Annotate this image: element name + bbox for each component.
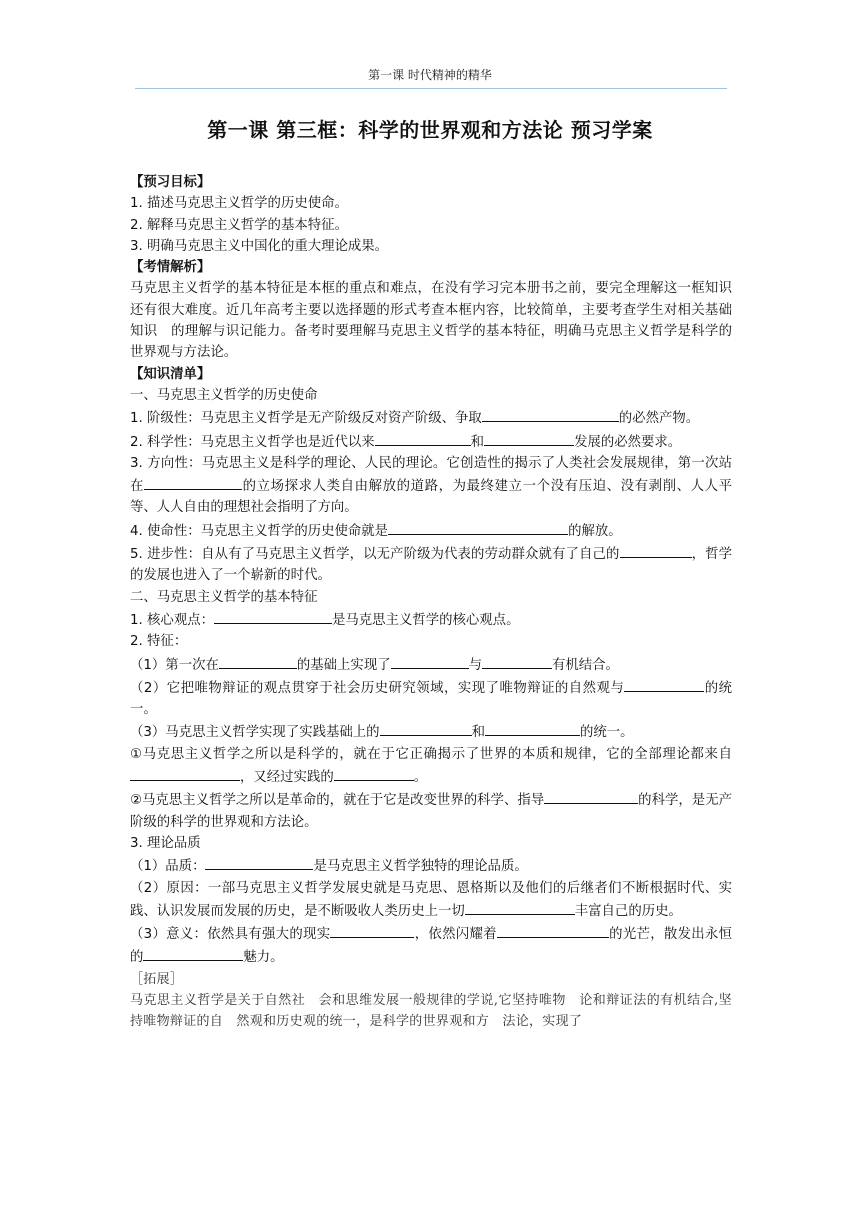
fill-blank[interactable] [205, 854, 313, 870]
fill-blank[interactable] [482, 406, 619, 422]
running-header: 第一课 时代精神的精华 [368, 68, 492, 82]
fill-blank[interactable] [544, 788, 638, 804]
fill-blank[interactable] [144, 474, 242, 490]
analysis-heading: 【考情解析】 [130, 260, 211, 276]
knowledge-item: 3. 理论品质 [130, 835, 201, 851]
knowledge-item: （1）第一次在 的基础上实现了 与 有机结合。 [130, 653, 732, 676]
knowledge-item: 1. 核心观点： 是马克思主义哲学的核心观点。 [130, 608, 732, 631]
fill-blank[interactable] [380, 720, 472, 736]
knowledge-item: 1. 阶级性：马克思主义哲学是无产阶级反对资产阶级、争取 的必然产物。 [130, 406, 732, 429]
knowledge-item: ②马克思主义哲学之所以是革命的，就在于它是改变世界的科学、指导 的科学，是无产阶级的科学的世界观和方法论。 [130, 788, 732, 833]
knowledge-item: 5. 进步性：自从有了马克思主义哲学，以无产阶级为代表的劳动群众就有了自己的 ，哲学的发展也进入了一个崭新的时代。 [130, 542, 732, 587]
goal-item: 3. 明确马克思主义中国化的重大理论成果。 [130, 238, 389, 254]
knowledge-heading: 【知识清单】 [130, 366, 211, 382]
knowledge-item: （3）意义：依然具有强大的现实 ，依然闪耀着 的光芒，散发出永恒的 魅力。 [130, 922, 732, 969]
knowledge-item: ①马克思主义哲学之所以是科学的，就在于它正确揭示了世界的本质和规律，它的全部理论都来自，又经过实践的 。 [130, 746, 732, 786]
goals-heading: 【预习目标】 [130, 175, 211, 190]
fill-blank[interactable] [465, 899, 575, 915]
knowledge-item: 4. 使命性：马克思主义哲学的历史使命就是 的解放。 [130, 519, 732, 542]
fill-blank[interactable] [375, 430, 471, 446]
knowledge-item: 2. 科学性：马克思主义哲学也是近代以来 和 发展的必然要求。 [130, 430, 732, 453]
extension-text: 马克思主义哲学是关于自然社 会和思维发展一般规律的学说,它坚持唯物 论和辩证法的有机结合,坚持唯物辩证的自 然观和历史观的统一，是科学的世界观和方 法论，实现了 [130, 992, 732, 1030]
fill-blank[interactable] [214, 608, 332, 624]
fill-blank[interactable] [485, 720, 580, 736]
section-title: 二、马克思主义哲学的基本特征 [130, 589, 318, 605]
header-rule [135, 88, 727, 89]
analysis-text: 马克思主义哲学的基本特征是本框的重点和难点，在没有学习完本册书之前，要完全理解这一框知识还有很大难度。近几年高考主要以选择题的形式考查本框内容，比较简单，主要考查学生对相关基础知识 的理解与识记能力。备考时要理解马克思主义哲学的基本特征，明确马克思主义哲学是科学的世界观与方法论。 [130, 281, 732, 361]
fill-blank[interactable] [334, 765, 414, 781]
fill-blank[interactable] [624, 676, 704, 692]
extension-label: ［拓展］ [130, 971, 184, 987]
knowledge-item: （2）原因：一部马克思主义哲学发展史就是马克思、恩格斯以及他们的后继者们不断根据时代、实践、认识发展而发展的历史，是不断吸收人类历史上一切 丰富自己的历史。 [130, 880, 732, 919]
knowledge-item: （1）品质： 是马克思主义哲学独特的理论品质。 [130, 854, 732, 877]
goal-item: 1. 描述马克思主义哲学的历史使命。 [130, 196, 348, 212]
fill-blank[interactable] [143, 945, 243, 961]
fill-blank[interactable] [130, 765, 240, 781]
goal-item: 2. 解释马克思主义哲学的基本特征。 [130, 217, 348, 233]
knowledge-item: （3）马克思主义哲学实现了实践基础上的 和 的统一。 [130, 720, 732, 743]
fill-blank[interactable] [620, 542, 692, 558]
fill-blank[interactable] [330, 922, 414, 938]
fill-blank[interactable] [482, 653, 552, 669]
fill-blank[interactable] [484, 430, 574, 446]
knowledge-item: （2）它把唯物辩证的观点贯穿于社会历史研究领域，实现了唯物辩证的自然观与 的统一。 [130, 676, 732, 721]
fill-blank[interactable] [497, 922, 609, 938]
section-title: 一、马克思主义哲学的历史使命 [130, 387, 318, 403]
fill-blank[interactable] [388, 519, 568, 535]
document-body [130, 172, 732, 1033]
knowledge-item: 2. 特征： [130, 634, 188, 650]
fill-blank[interactable] [219, 653, 297, 669]
page-title: 第一课 第三框：科学的世界观和方法论 预习学案 [207, 118, 653, 142]
knowledge-item: 3. 方向性：马克思主义是科学的理论、人民的理论。它创造性的揭示了人类社会发展规律，第一次站在 的立场探求人类自由解放的道路，为最终建立一个没有压迫、没有剥削、人人平等、人人自由的理想社会指明了方向。 [130, 455, 732, 516]
fill-blank[interactable] [391, 653, 469, 669]
